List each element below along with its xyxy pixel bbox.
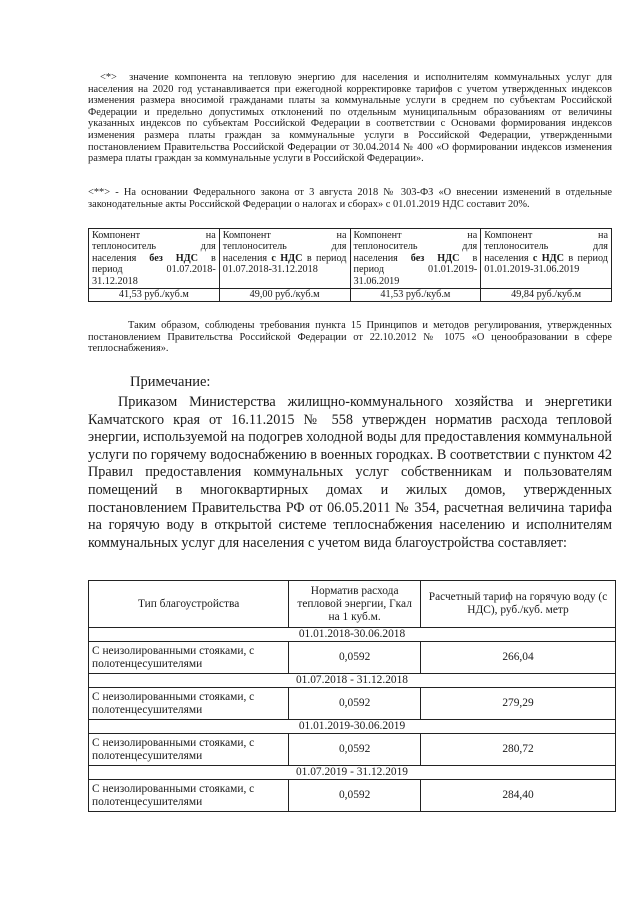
table-cell: 41,53 руб./куб.м	[89, 289, 220, 302]
note-heading: Примечание:	[130, 374, 211, 390]
table-header-cell: Компонент на теплоноситель для населения с НДС в период 01.07.2018-31.12.2018	[219, 229, 350, 289]
table-cell: 279,29	[421, 688, 616, 720]
period-cell: 01.07.2018 - 31.12.2018	[89, 674, 616, 688]
table-cell: С неизолированными стояками, с полотенцесушителями	[89, 642, 289, 674]
period-row	[89, 720, 616, 734]
table-cell: 0,0592	[289, 780, 421, 812]
table-cell: 49,84 руб./куб.м	[481, 289, 612, 302]
table-cell: 0,0592	[289, 734, 421, 766]
table-header-cell: Компонент на теплоноситель для населения без НДС в период 01.07.2018-31.12.2018	[89, 229, 220, 289]
table-cell: 0,0592	[289, 642, 421, 674]
component-table	[88, 228, 612, 302]
tariff-table	[88, 580, 616, 812]
table-header-cell: Тип благоустройства	[89, 581, 289, 628]
table-header-cell: Компонент на теплоноситель для населения без НДС в период 01.01.2019-31.06.2019	[350, 229, 481, 289]
table-cell: 266,04	[421, 642, 616, 674]
period-row	[89, 628, 616, 642]
period-row	[89, 766, 616, 780]
table-header-row	[89, 229, 612, 289]
table-header-cell: Норматив расхода тепловой энергии, Гкал на 1 куб.м.	[289, 581, 421, 628]
table-header-cell: Компонент на теплоноситель для населения с НДС в период 01.01.2019-31.06.2019	[481, 229, 612, 289]
period-cell: 01.07.2019 - 31.12.2019	[89, 766, 616, 780]
table-cell: С неизолированными стояками, с полотенцесушителями	[89, 734, 289, 766]
table-cell: 41,53 руб./куб.м	[350, 289, 481, 302]
footnote-mark: <*>	[100, 72, 117, 83]
period-row	[89, 674, 616, 688]
note-paragraph: Приказом Министерства жилищно-коммунального хозяйства и энергетики Камчатского края от 16.11.2015 № 558 утвержден норматив расхода тепловой энергии, используемой на подогрев холодной воды для предоставления коммунальной услуги по горячему водоснабжению в военных городках. В соответствии с пунктом 42 Правил предоставления коммунальных услуг собственникам и пользователям помещений в многоквартирных домах и жилых домов, утвержденных постановлением Правительства РФ от 06.05.2011 № 354, расчетная величина тарифа на горячую воду в открытой системе теплоснабжения населению и исполнителям коммунальных услуг для населения с учетом вида благоустройства составляет:	[88, 394, 612, 551]
table-cell: С неизолированными стояками, с полотенцесушителями	[89, 688, 289, 720]
summary-paragraph: Таким образом, соблюдены требования пункта 15 Принципов и методов регулирования, утвержденных постановлением Правительства Российской Федерации от 22.10.2012 № 1075 «О ценообразовании в сфере теплоснабжения».	[88, 320, 612, 355]
table-cell: 0,0592	[289, 688, 421, 720]
table-cell: 284,40	[421, 780, 616, 812]
table-row	[89, 289, 612, 302]
table-cell: С неизолированными стояками, с полотенцесушителями	[89, 780, 289, 812]
table-cell: 49,00 руб./куб.м	[219, 289, 350, 302]
footnote-text: - На основании Федерального закона от 3 августа 2018 № 303-ФЗ «О внесении изменений в отдельные законодательные акты Российской Федерации о налогах и сборах» с 01.01.2019 НДС составит 20%.	[88, 187, 612, 210]
table-row	[89, 780, 616, 812]
table-header-row	[89, 581, 616, 628]
footnote-mark: <**>	[88, 187, 111, 198]
table-row	[89, 688, 616, 720]
footnote-text: значение компонента на тепловую энергию для населения и исполнителям коммунальных услуг для населения на 2020 год устанавливается при ежегодной корректировке тарифов с учетом утвержденных индексов изменения размера вносимой гражданами платы за коммунальные услуги в среднем по субъектам Российской Федерации и предельно допустимых отклонений по отдельным муниципальным образованиям от величины указанных индексов по субъектам Российской Федерации в соответствии с Основами формирования индексов изменения размера платы граждан за коммунальные услуги в Российской Федерации, утвержденными постановлением Правительства Российской Федерации от 30.04.2014 № 400 «О формировании индексов изменения размера платы граждан за коммунальные услуги в Российской Федерации».	[88, 72, 612, 165]
table-header-cell: Расчетный тариф на горячую воду (с НДС), руб./куб. метр	[421, 581, 616, 628]
table-row	[89, 734, 616, 766]
period-cell: 01.01.2018-30.06.2018	[89, 628, 616, 642]
table-cell: 280,72	[421, 734, 616, 766]
table-row	[89, 642, 616, 674]
period-cell: 01.01.2019-30.06.2019	[89, 720, 616, 734]
footnote-vat-rate	[88, 187, 612, 210]
footnote-vat-component	[88, 72, 612, 165]
